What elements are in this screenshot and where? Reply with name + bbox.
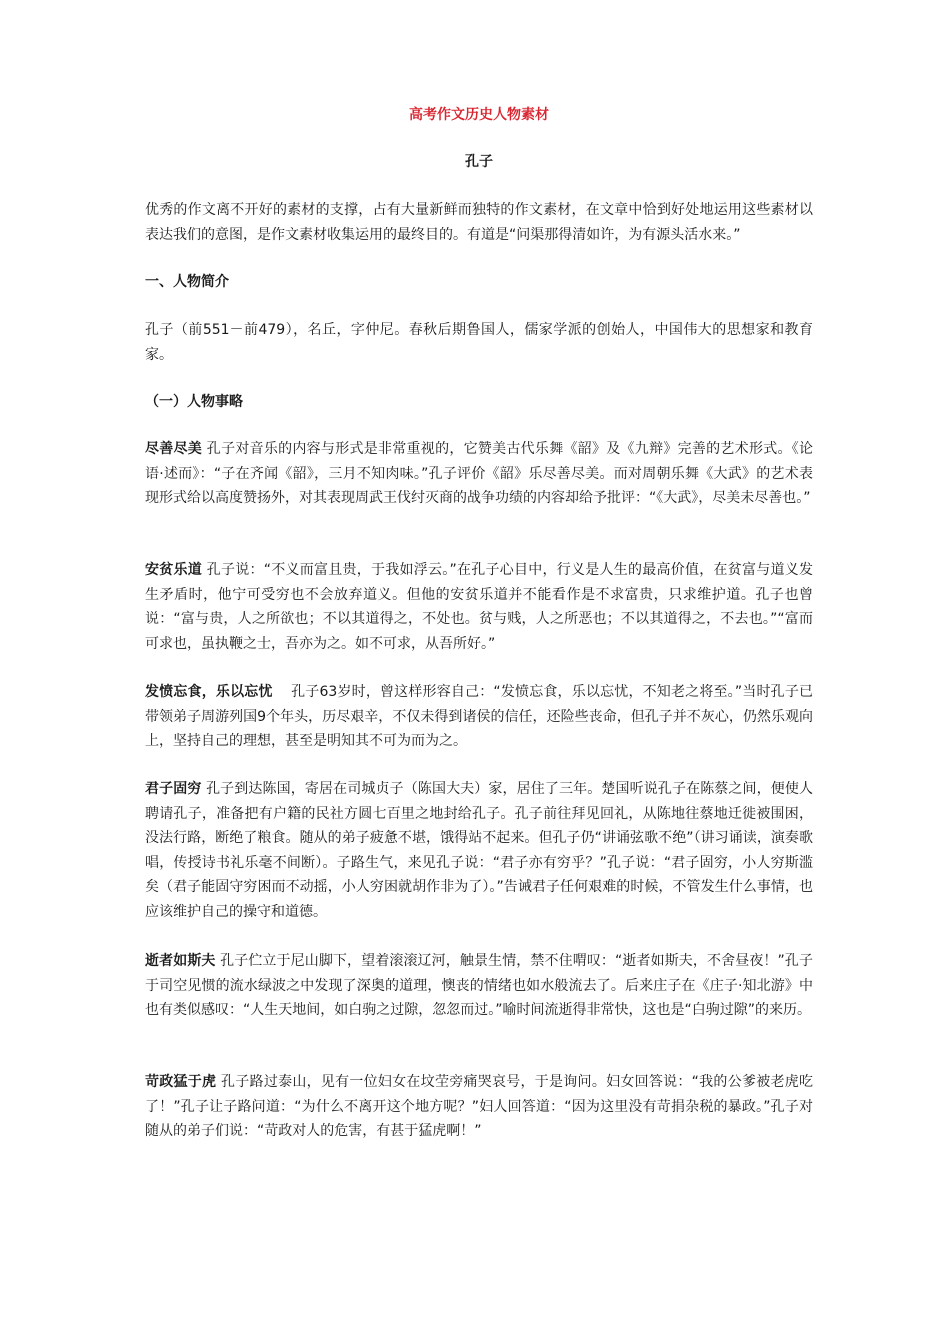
document-title: 高考作文历史人物素材	[409, 107, 549, 123]
story-term: 苛政猛于虎	[145, 1074, 217, 1090]
document-subtitle: 孔子	[465, 154, 493, 170]
story-text: 孔子63岁时，曾这样形容自己：“发愤忘食，乐以忘忧，不知老之将至。”当时孔子已带领弟子周游列国9个年头，历尽艰辛，不仅未得到诸侯的信任，还险些丧命，但孔子并不灰心，仍然乐观向上，坚持自己的理想，甚至是明知其不可为而为之。	[145, 684, 813, 749]
subsection-heading-events: （一）人物事略	[145, 394, 243, 410]
intro-paragraph: 优秀的作文离不开好的素材的支撑，占有大量新鲜而独特的作文素材，在文章中恰到好处地运用这些素材以表达我们的意图，是作文素材收集运用的最终目的。有道是“问渠那得清如许，为有源头活水来。”	[145, 202, 813, 243]
story-term: 发愤忘食，乐以忘忧	[145, 684, 273, 700]
story-paragraph	[145, 1070, 813, 1144]
section-heading-bio: 一、人物简介	[145, 274, 229, 290]
story-paragraph	[145, 437, 813, 511]
bio-paragraph: 孔子（前551－前479），名丘，字仲尼。春秋后期鲁国人，儒家学派的创始人，中国伟大的思想家和教育家。	[145, 322, 813, 363]
story-paragraph	[145, 680, 813, 754]
story-term: 安贫乐道	[145, 562, 203, 578]
story-paragraph	[145, 949, 813, 1023]
story-paragraph	[145, 777, 813, 924]
story-text: 孔子路过泰山，见有一位妇女在坟茔旁痛哭哀号，于是询问。妇女回答说：“我的公爹被老虎吃了！”孔子让子路问道：“为什么不离开这个地方呢？”妇人回答道：“因为这里没有苛捐杂税的暴政。”孔子对随从的弟子们说：“苛政对人的危害，有甚于猛虎啊！”	[145, 1074, 813, 1139]
story-text: 孔子说：“不义而富且贵，于我如浮云。”在孔子心目中，行义是人生的最高价值，在贫富与道义发生矛盾时，他宁可受穷也不会放弃道义。但他的安贫乐道并不能看作是不求富贵，只求维护道。孔子也曾说：“富与贵，人之所欲也；不以其道得之，不处也。贫与贱，人之所恶也；不以其道得之，不去也。”“富而可求也，虽执鞭之士，吾亦为之。如不可求，从吾所好。”	[145, 562, 814, 652]
story-text: 孔子到达陈国，寄居在司城贞子（陈国大夫）家，居住了三年。楚国听说孔子在陈蔡之间，便使人聘请孔子，准备把有户籍的民社方圆七百里之地封给孔子。孔子前往拜见回礼，从陈地往蔡地迁徙被围困，没法行路，断绝了粮食。随从的弟子疲惫不堪，饿得站不起来。但孔子仍“讲诵弦歌不绝”（讲习诵读，演奏歌唱，传授诗书礼乐毫不间断）。子路生气，来见孔子说：“君子亦有穷乎？”孔子说：“君子固穷，小人穷斯滥矣（君子能固守穷困而不动摇，小人穷困就胡作非为了）。”告诫君子任何艰难的时候，不管发生什么事情，也应该维护自己的操守和道德。	[145, 781, 814, 920]
story-paragraph	[145, 558, 813, 656]
story-term: 尽善尽美	[145, 441, 203, 457]
story-term: 逝者如斯夫	[145, 953, 216, 969]
story-text: 孔子对音乐的内容与形式是非常重视的，它赞美古代乐舞《韶》及《九辩》完善的艺术形式。《论语·述而》：“子在齐闻《韶》，三月不知肉味。”孔子评价《韶》乐尽善尽美。而对周朝乐舞《大武》的艺术表现形式给以高度赞扬外，对其表现周武王伐纣灭商的战争功绩的内容却给予批评：“《大武》，尽美未尽善也。”	[145, 441, 814, 506]
story-text: 孔子伫立于尼山脚下，望着滚滚辽河，触景生情，禁不住喟叹：“逝者如斯夫，不舍昼夜！”孔子于司空见惯的流水绿波之中发现了深奥的道理，懊丧的情绪也如水般流去了。后来庄子在《庄子·知北游》中也有类似感叹：“人生天地间，如白驹之过隙，忽忽而过。”喻时间流逝得非常快，这也是“白驹过隙”的来历。	[145, 953, 813, 1018]
story-term: 君子固穷	[145, 781, 202, 797]
